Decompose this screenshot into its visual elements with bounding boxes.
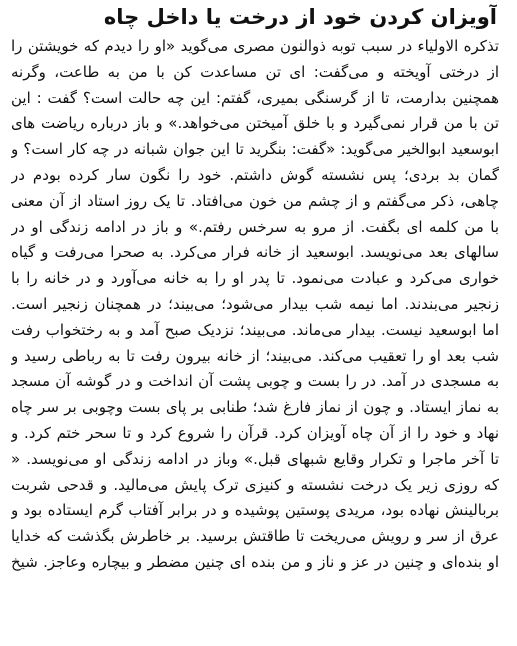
text-line: شب بعد او را تعقیب می‌کند. می‌بیند؛ از خانه بیرون رفت تا به رباطی رسید و (11, 346, 499, 365)
text-line: از درختی آویخته و می‌گفت: ای تن مساعدت کن با من به طاعت، وگرنه (11, 62, 499, 81)
text-line: که روزی زیر یک درخت نشسته و کنیزی ترک پایش می‌مالید. و قدحی شربت (11, 475, 499, 494)
text-line: به مسجدی در آمد. در را بست و چوبی پشت آن انداخت و در گوشه آن مسجد (11, 372, 499, 391)
text-line: زنجیر می‌بندند. اما نیمه شب بیدار می‌شود؛ می‌بیند؛ در همچنان زنجیر است. (11, 294, 499, 313)
body-text (11, 34, 499, 646)
text-line: تن با من قرار نمی‌گیرد و با خلق آمیختن می‌خواهد.» و باز درباره ریاضت های (11, 114, 499, 133)
text-line: تذکره الاولیاء در سبب توبه ذوالنون مصری می‌گوید «او را دیدم که خویشتن را (11, 37, 499, 55)
text-line: بربالینش نهاده بود، مریدی پوستین پوشیده و در برابر آفتاب گرم ایستاده بود و (11, 501, 499, 520)
text-line: نهاد و خود را از آن چاه آویزان کرد. قرآن را شروع کرد و تا سحر ختم کرد. و (11, 423, 499, 442)
text-line: چاهی، ذکر می‌گفتم و از چشم من خون می‌افتاد. تا یک روز استاد از آن معنی (11, 191, 499, 210)
text-line: همچنین بدارمت، تا از گرسنگی بمیری، گفتم: این چه حالت است؟ گفت : این (11, 88, 499, 107)
text-line: اما ابوسعید نیست. بیدار می‌ماند. می‌بیند؛ نزدیک صبح آمد و به رختخواب رفت (11, 320, 499, 339)
text-line: او بنده‌ای و چنین در عز و ناز و من بنده ای چنین مضطر و بیچاره وعاجز. شیخ (11, 552, 499, 571)
text-line: گمان بد بردی؛ پس نشسته گوش داشتم. خود را نگون سار کرده بودم در (11, 165, 499, 184)
section-title: آویزان کردن خود از درخت یا داخل چاه (103, 5, 497, 29)
text-line: با من کلمه ای بگفت. از مرو به سرخس رفتم.» و باز در ادامه زندگی او در (11, 217, 499, 236)
text-line: عرق از سر و رویش می‌ریخت تا طاقتش برسید. بر خاطرش بگذشت که خدایا (11, 527, 499, 546)
text-line: خواری می‌کرد و عبادت می‌نمود. تا پدر او را به خانه می‌آورد و در خانه را با (11, 269, 499, 288)
text-line: تا آخر ماجرا و تکرار وقایع شبهای قبل.» وباز در ادامه زندگی او می‌نویسد. « (11, 449, 499, 468)
text-line: ابوسعید ابوالخیر می‌گوید: «گفت: بنگرید تا این جوان شبانه در چه کار است؟ و (11, 140, 499, 159)
text-line: به نماز ایستاد. و چون از نماز فارغ شد؛ طنابی بر پای بست وچوبی بر سر چاه (11, 398, 499, 417)
text-line: سالهای بعد می‌نویسد. ابوسعید از خانه فرار می‌کرد. به صحرا می‌رفت و گیاه (11, 243, 499, 262)
